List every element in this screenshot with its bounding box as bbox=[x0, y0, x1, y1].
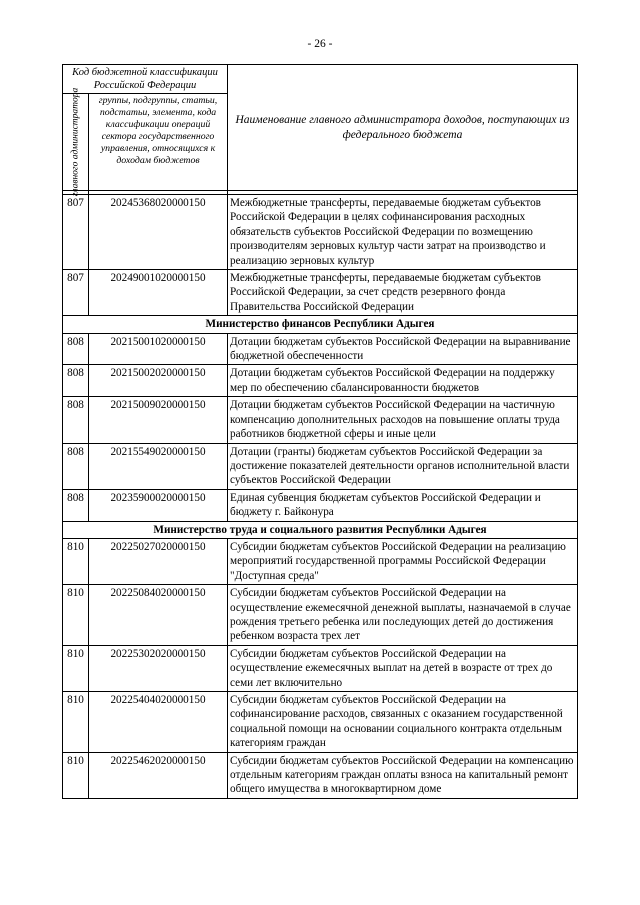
header-admin-column bbox=[63, 87, 89, 197]
revenue-name-cell: Дотации бюджетам субъектов Российской Федерации на выравнивание бюджетной обеспеченности bbox=[228, 333, 578, 365]
admin-code-cell: 810 bbox=[63, 752, 89, 798]
table-row bbox=[63, 692, 578, 753]
header-groups-column: группы, подгруппы, статьи, подстатьи, элемента, кода классификации операций сектора государственного управления, относящихся к доходам бюджетов bbox=[89, 94, 228, 191]
budget-code-cell: 20225027020000150 bbox=[89, 538, 228, 584]
revenue-name-cell: Субсидии бюджетам субъектов Российской Федерации на реализацию мероприятий государственной программы Российской Федерации "Доступная среда" bbox=[228, 538, 578, 584]
table-row bbox=[63, 752, 578, 798]
section-title: Министерство труда и социального развития Республики Адыгея bbox=[63, 521, 578, 538]
revenue-name-cell: Субсидии бюджетам субъектов Российской Федерации на компенсацию отдельным категориям граждан оплаты взноса на капитальный ремонт общего имущества в многоквартирном доме bbox=[228, 752, 578, 798]
revenue-name-cell: Дотации бюджетам субъектов Российской Федерации на частичную компенсацию дополнительных расходов на повышение оплаты труда работников бюджетной сферы и иные цели bbox=[228, 397, 578, 443]
admin-code-cell: 808 bbox=[63, 443, 89, 489]
table-row bbox=[63, 365, 578, 397]
table-row bbox=[63, 397, 578, 443]
header-name-column: Наименование главного администратора доходов, поступающих из федерального бюджета bbox=[228, 65, 578, 191]
admin-code-cell: 808 bbox=[63, 365, 89, 397]
admin-code-cell: 808 bbox=[63, 489, 89, 521]
budget-code-cell: 20245368020000150 bbox=[89, 195, 228, 270]
admin-code-cell: 807 bbox=[63, 195, 89, 270]
page-number: - 26 - bbox=[307, 38, 333, 50]
table-row bbox=[63, 443, 578, 489]
section-header-row bbox=[63, 316, 578, 333]
table-row bbox=[63, 333, 578, 365]
budget-code-cell: 20249001020000150 bbox=[89, 270, 228, 316]
revenue-name-cell: Межбюджетные трансферты, передаваемые бюджетам субъектов Российской Федерации в целях софинансирования расходных обязательств субъектов Российской Федерации по возмещению производителям зерновых культур части затрат на производство и реализацию зерновых культур bbox=[228, 195, 578, 270]
revenue-name-cell: Субсидии бюджетам субъектов Российской Федерации на осуществление ежемесячных выплат на детей в возрасте от трех до семи лет включительно bbox=[228, 645, 578, 691]
revenue-name-cell: Субсидии бюджетам субъектов Российской Федерации на софинансирование расходов, связанных с оказанием государственной социальной помощи на основании социального контракта отдельным категориям граждан bbox=[228, 692, 578, 753]
header-code-group: Код бюджетной классификации Российской Федерации bbox=[63, 65, 228, 94]
table-row bbox=[63, 270, 578, 316]
budget-code-cell: 20215549020000150 bbox=[89, 443, 228, 489]
admin-code-cell: 807 bbox=[63, 270, 89, 316]
budget-code-cell: 20215002020000150 bbox=[89, 365, 228, 397]
budget-code-cell: 20215009020000150 bbox=[89, 397, 228, 443]
revenue-name-cell: Единая субвенция бюджетам субъектов Российской Федерации и бюджету г. Байконура bbox=[228, 489, 578, 521]
budget-code-cell: 20225462020000150 bbox=[89, 752, 228, 798]
admin-code-cell: 808 bbox=[63, 333, 89, 365]
budget-code-cell: 20225404020000150 bbox=[89, 692, 228, 753]
budget-code-cell: 20215001020000150 bbox=[89, 333, 228, 365]
admin-code-cell: 808 bbox=[63, 397, 89, 443]
table-row bbox=[63, 538, 578, 584]
section-title: Министерство финансов Республики Адыгея bbox=[63, 316, 578, 333]
admin-code-cell: 810 bbox=[63, 645, 89, 691]
budget-code-cell: 20225302020000150 bbox=[89, 645, 228, 691]
section-header-row bbox=[63, 521, 578, 538]
revenue-name-cell: Дотации бюджетам субъектов Российской Федерации на поддержку мер по обеспечению сбалансированности бюджетов bbox=[228, 365, 578, 397]
budget-classification-table bbox=[62, 64, 578, 799]
revenue-name-cell: Дотации (гранты) бюджетам субъектов Российской Федерации за достижение показателей деятельности органов исполнительной власти субъектов Российской Федерации bbox=[228, 443, 578, 489]
budget-code-cell: 20225084020000150 bbox=[89, 585, 228, 646]
table-row bbox=[63, 195, 578, 270]
header-admin-label: главного администратора bbox=[70, 87, 80, 197]
admin-code-cell: 810 bbox=[63, 585, 89, 646]
table-row bbox=[63, 645, 578, 691]
admin-code-cell: 810 bbox=[63, 538, 89, 584]
admin-code-cell: 810 bbox=[63, 692, 89, 753]
table-row bbox=[63, 585, 578, 646]
table-body bbox=[63, 195, 578, 799]
budget-code-cell: 20235900020000150 bbox=[89, 489, 228, 521]
revenue-name-cell: Межбюджетные трансферты, передаваемые бюджетам субъектов Российской Федерации, за счет средств резервного фонда Правительства Российской Федерации bbox=[228, 270, 578, 316]
revenue-name-cell: Субсидии бюджетам субъектов Российской Федерации на осуществление ежемесячной денежной выплаты, назначаемой в случае рождения третьего ребенка или последующих детей до достижения ребенком возраста трех лет bbox=[228, 585, 578, 646]
table-row bbox=[63, 489, 578, 521]
